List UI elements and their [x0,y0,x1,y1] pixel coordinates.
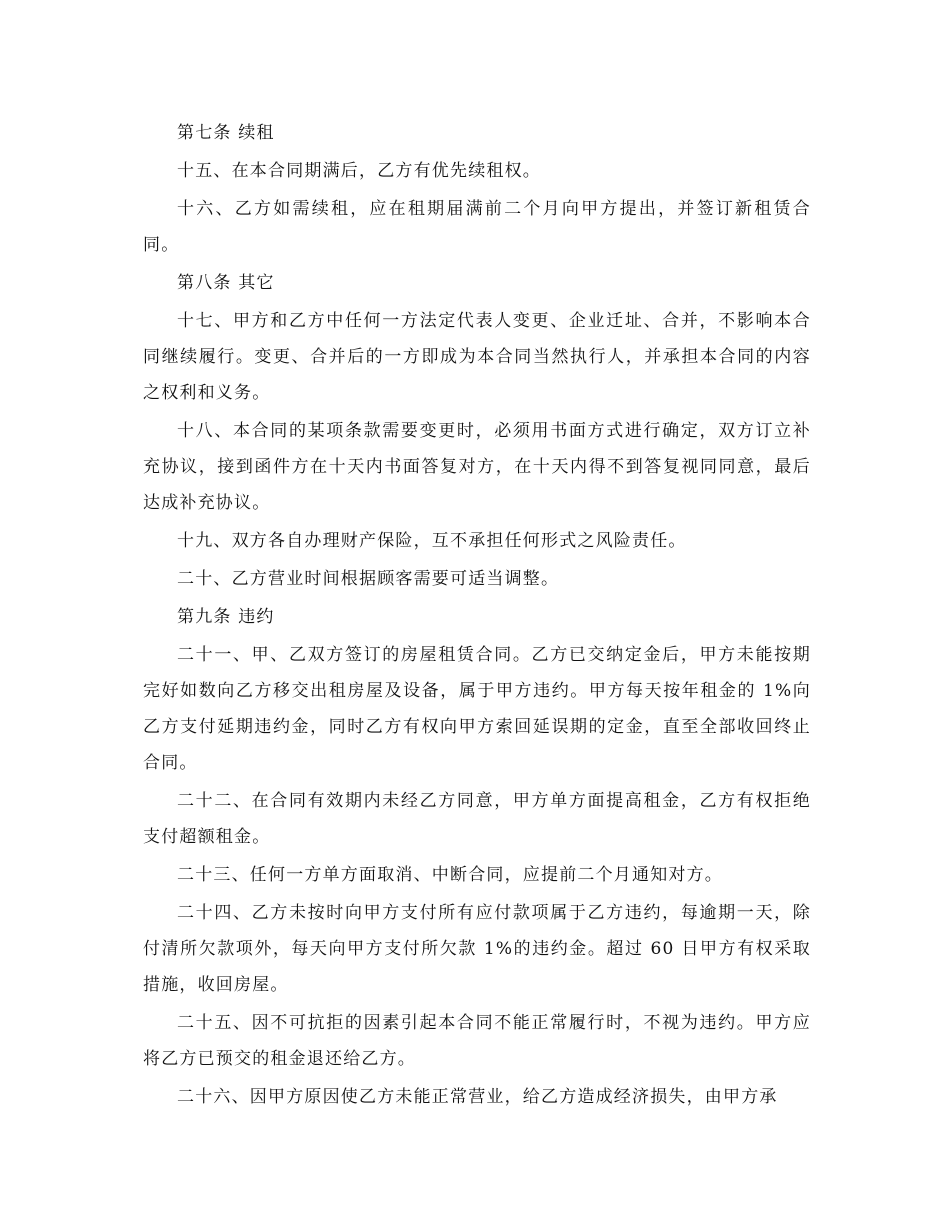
clause-24: 二十四、乙方未按时向甲方支付所有应付款项属于乙方违约，每逾期一天，除付清所欠款项外，每天向甲方支付所欠款 1%的违约金。超过 60 日甲方有权采取措施，收回房屋。 [143,903,811,995]
article-7-heading: 第七条 续租 [177,123,275,143]
clause-23: 二十三、任何一方单方面取消、中断合同，应提前二个月通知对方。 [177,865,723,885]
clause-25: 二十五、因不可抗拒的因素引起本合同不能正常履行时，不视为违约。甲方应将乙方已预交的租金退还给乙方。 [143,1013,811,1069]
article-9-heading: 第九条 违约 [177,607,275,627]
clause-21: 二十一、甲、乙双方签订的房屋租赁合同。乙方已交纳定金后，甲方未能按期完好如数向乙方移交出租房屋及设备，属于甲方违约。甲方每天按年租金的 1%向乙方支付延期违约金，同时乙方有权向甲方索回延误期的定金，直至全部收回终止合同。 [143,645,811,773]
clause-18: 十八、本合同的某项条款需要变更时，必须用书面方式进行确定，双方订立补充协议，接到函件方在十天内书面答复对方，在十天内得不到答复视同同意，最后达成补充协议。 [143,421,811,513]
clause-22: 二十二、在合同有效期内未经乙方同意，甲方单方面提高租金，乙方有权拒绝支付超额租金。 [143,791,811,847]
document-body [143,115,811,1117]
article-8-heading: 第八条 其它 [177,273,275,293]
clause-19: 十九、双方各自办理财产保险，互不承担任何形式之风险责任。 [177,531,687,551]
clause-17: 十七、甲方和乙方中任何一方法定代表人变更、企业迁址、合并，不影响本合同继续履行。变更、合并后的一方即成为本合同当然执行人，并承担本合同的内容之权利和义务。 [143,311,811,403]
clause-15: 十五、在本合同期满后，乙方有优先续租权。 [177,161,541,181]
clause-20: 二十、乙方营业时间根据顾客需要可适当调整。 [177,569,560,589]
clause-16: 十六、乙方如需续租，应在租期届满前二个月向甲方提出，并签订新租赁合同。 [143,199,811,255]
clause-26: 二十六、因甲方原因使乙方未能正常营业，给乙方造成经济损失，由甲方承 [177,1087,778,1107]
